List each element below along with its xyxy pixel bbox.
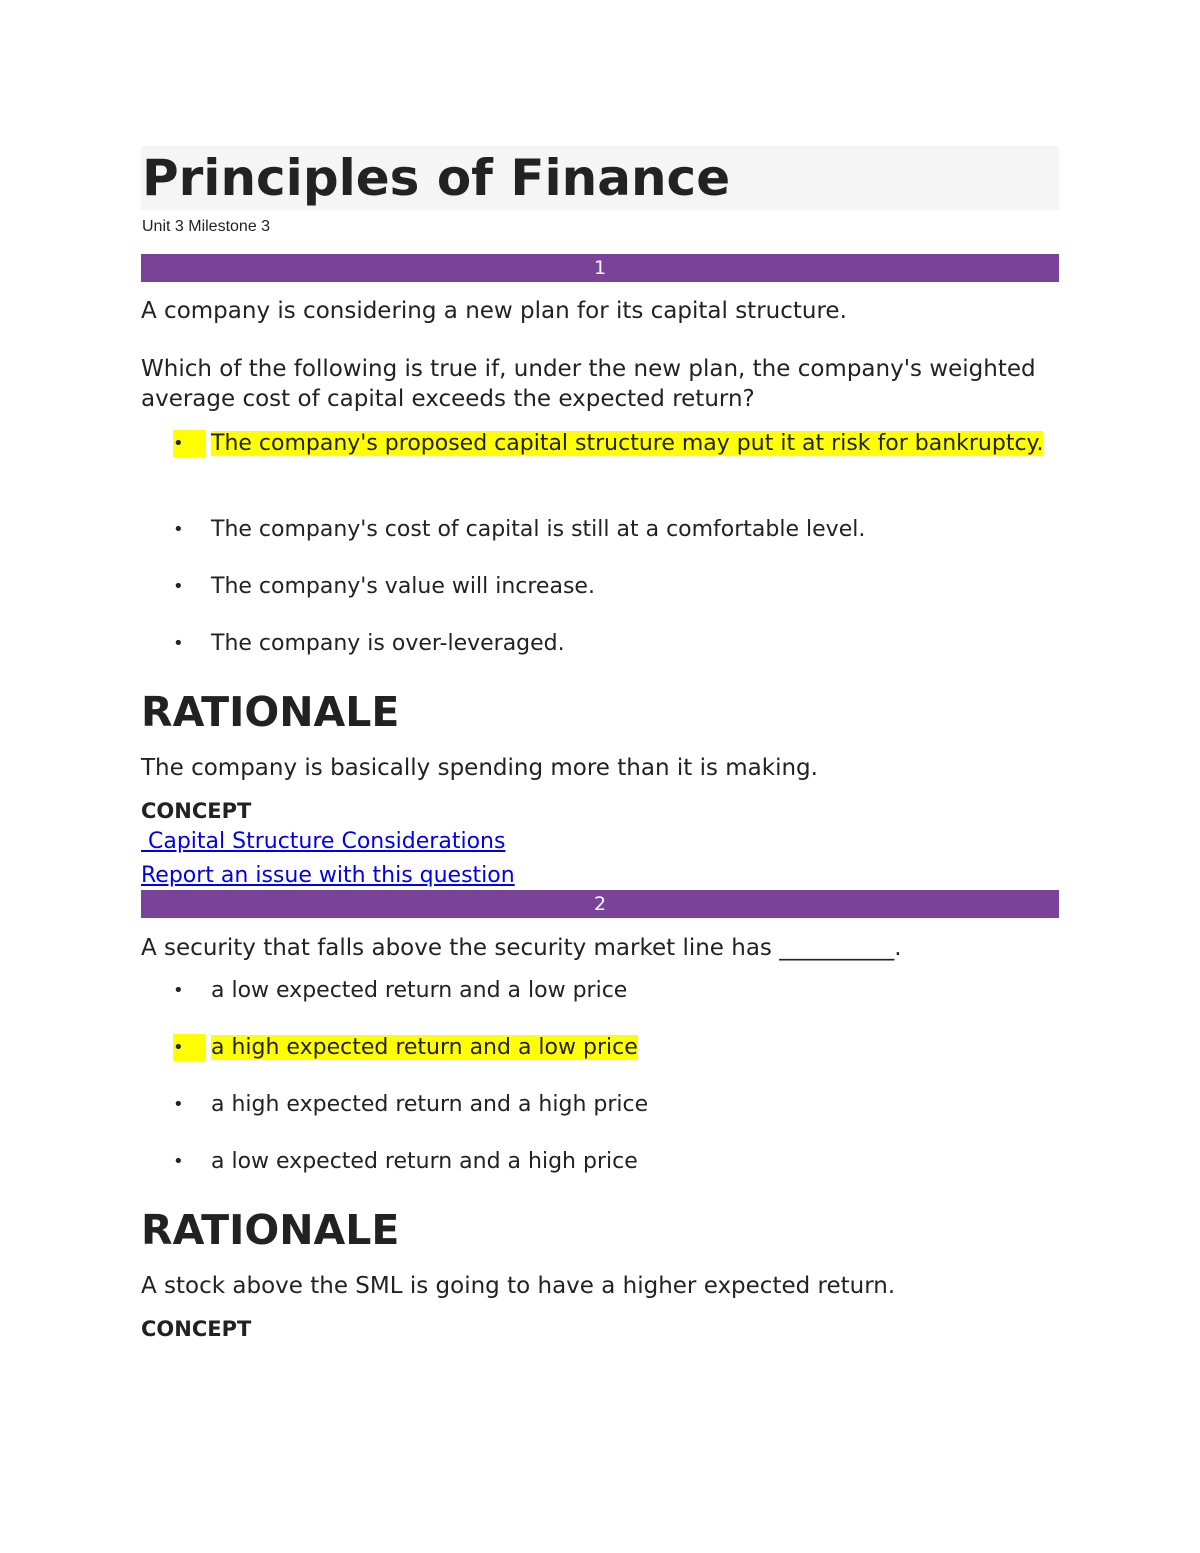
option-text: The company's value will increase. [211,574,595,599]
question-2-option-4[interactable] [141,1148,1059,1175]
bullet-icon: • [173,1151,184,1172]
bullet-icon: • [173,1034,206,1061]
question-1-rationale-heading: RATIONALE [141,688,400,736]
page-subtitle: Unit 3 Milestone 3 [142,218,271,235]
question-2-number-bar: 2 [141,890,1059,918]
question-2-option-1[interactable] [141,977,1059,1004]
question-1-option-2[interactable] [141,516,1059,543]
option-text: The company is over-leveraged. [211,631,565,656]
question-1-stem-line-1: A company is considering a new plan for its capital structure. [141,298,847,324]
question-2-stem: A security that falls above the security market line has __________. [141,935,902,961]
bullet-icon: • [173,576,184,597]
bullet-icon: • [173,430,206,457]
option-text: a low expected return and a low price [211,978,628,1003]
bullet-icon: • [173,633,184,654]
question-1-options [141,430,1059,657]
question-2-option-3[interactable] [141,1091,1059,1118]
concept-link-capital-structure[interactable]: Capital Structure Considerations [141,829,506,854]
bullet-icon: • [173,519,184,540]
question-1-number-bar: 1 [141,254,1059,282]
option-text: The company's cost of capital is still at a comfortable level. [211,517,866,542]
question-1-option-1[interactable] [141,430,1059,486]
option-text: a high expected return and a low price [211,1035,638,1060]
question-2-options [141,977,1059,1175]
question-2-option-2[interactable] [141,1034,1059,1061]
report-issue-link[interactable]: Report an issue with this question [141,863,515,888]
question-2-concept-heading: CONCEPT [141,1317,252,1341]
question-1-stem-line-2: Which of the following is true if, under the new plan, the company's weighted average cost of capital exceeds the expected return? [141,356,1036,412]
option-text: The company's proposed capital structure may put it at risk for bankruptcy. [211,431,1044,456]
title-block [141,146,1059,210]
bullet-icon: • [173,980,184,1001]
page-title: Principles of Finance [142,149,731,207]
question-1-option-4[interactable] [141,630,1059,657]
question-2-rationale-heading: RATIONALE [141,1206,400,1254]
question-1-option-3[interactable] [141,573,1059,600]
question-1-rationale-text: The company is basically spending more than it is making. [141,755,818,781]
bullet-icon: • [173,1094,184,1115]
question-1-concept-heading: CONCEPT [141,799,252,823]
option-text: a low expected return and a high price [211,1149,638,1174]
question-2-rationale-text: A stock above the SML is going to have a higher expected return. [141,1273,896,1299]
document-page [141,146,1059,1343]
option-text: a high expected return and a high price [211,1092,649,1117]
